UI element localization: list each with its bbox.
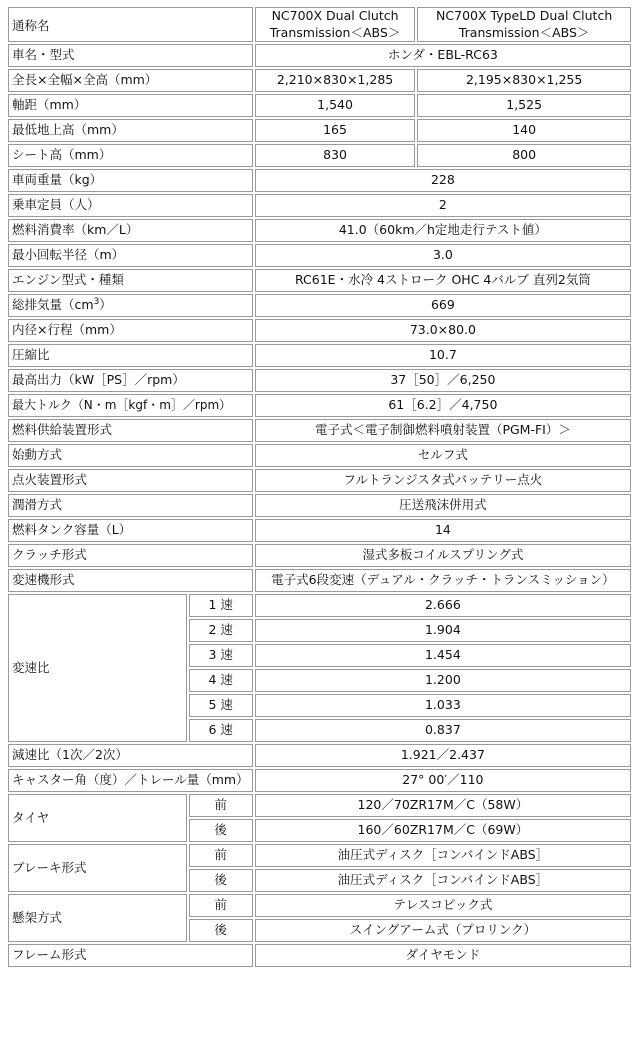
spec-label: 燃料タンク容量（L） xyxy=(8,519,253,542)
spec-label: シート高（mm） xyxy=(8,144,253,167)
label-superscript: 3 xyxy=(93,297,100,308)
spec-row-starter xyxy=(8,444,631,467)
spec-value-a: 2,210×830×1,285 xyxy=(255,69,416,92)
spec-row-fuel-tank xyxy=(8,519,631,542)
spec-value: 湿式多板コイルスプリング式 xyxy=(255,544,631,567)
spec-row-fuel-consumption xyxy=(8,219,631,242)
spec-label: 最低地上高（mm） xyxy=(8,119,253,142)
spec-row-ground-clearance xyxy=(8,119,631,142)
gear-speed: 4 速 xyxy=(189,669,253,692)
header-model-a: NC700X Dual Clutch Transmission＜ABS＞ xyxy=(255,7,416,42)
rear-label: 後 xyxy=(189,869,253,892)
spec-value: 37［50］／6,250 xyxy=(255,369,631,392)
suspension-rear-value: スイングアーム式（プロリンク） xyxy=(255,919,631,942)
spec-value: RC61E・水冷 4ストローク OHC 4バルブ 直列2気筒 xyxy=(255,269,631,292)
brake-row-front xyxy=(8,844,631,867)
gear-speed: 1 速 xyxy=(189,594,253,617)
spec-label: 減速比（1次／2次） xyxy=(8,744,253,767)
spec-row-caster xyxy=(8,769,631,792)
gear-speed: 6 速 xyxy=(189,719,253,742)
spec-label: 変速機形式 xyxy=(8,569,253,592)
header-row xyxy=(8,7,631,42)
spec-label: 全長×全幅×全高（mm） xyxy=(8,69,253,92)
spec-label: エンジン型式・種類 xyxy=(8,269,253,292)
spec-label: 車両重量（kg） xyxy=(8,169,253,192)
spec-label: 軸距（mm） xyxy=(8,94,253,117)
gear-value: 1.200 xyxy=(255,669,631,692)
spec-label: 潤滑方式 xyxy=(8,494,253,517)
spec-row-capacity xyxy=(8,194,631,217)
spec-row-ignition xyxy=(8,469,631,492)
spec-value-a: 165 xyxy=(255,119,416,142)
spec-label: 燃料消費率（km／L） xyxy=(8,219,253,242)
spec-value: 圧送飛沫併用式 xyxy=(255,494,631,517)
spec-value: ホンダ・EBL-RC63 xyxy=(255,44,631,67)
spec-label: 最高出力（kW［PS］／rpm） xyxy=(8,369,253,392)
gear-speed: 3 速 xyxy=(189,644,253,667)
spec-label: 点火装置形式 xyxy=(8,469,253,492)
spec-row-clutch xyxy=(8,544,631,567)
spec-value: フルトランジスタ式バッテリー点火 xyxy=(255,469,631,492)
rear-label: 後 xyxy=(189,819,253,842)
spec-value: 10.7 xyxy=(255,344,631,367)
label-prefix: 総排気量（cm xyxy=(12,297,94,313)
spec-value: 14 xyxy=(255,519,631,542)
spec-row-lubrication xyxy=(8,494,631,517)
gear-speed: 2 速 xyxy=(189,619,253,642)
spec-row-transmission xyxy=(8,569,631,592)
rear-label: 後 xyxy=(189,919,253,942)
spec-label: 乗車定員（人） xyxy=(8,194,253,217)
header-label: 通称名 xyxy=(8,7,253,42)
spec-label: 最小回転半径（m） xyxy=(8,244,253,267)
spec-row-engine-type xyxy=(8,269,631,292)
spec-value: 228 xyxy=(255,169,631,192)
spec-value-a: 830 xyxy=(255,144,416,167)
spec-value: 3.0 xyxy=(255,244,631,267)
gear-row xyxy=(8,594,631,617)
header-model-b: NC700X TypeLD Dual Clutch Transmission＜ABS＞ xyxy=(417,7,631,42)
spec-value: セルフ式 xyxy=(255,444,631,467)
spec-row-reduction xyxy=(8,744,631,767)
spec-row-turning-radius xyxy=(8,244,631,267)
spec-label: 内径×行程（mm） xyxy=(8,319,253,342)
suspension-row-front xyxy=(8,894,631,917)
spec-value: 41.0（60km／h定地走行テスト値） xyxy=(255,219,631,242)
gear-speed: 5 速 xyxy=(189,694,253,717)
spec-value-b: 2,195×830×1,255 xyxy=(417,69,631,92)
spec-label: キャスター角（度）／トレール量（mm） xyxy=(8,769,253,792)
spec-row-max-torque xyxy=(8,394,631,417)
spec-value-b: 800 xyxy=(417,144,631,167)
spec-row-wheelbase xyxy=(8,94,631,117)
spec-value: 73.0×80.0 xyxy=(255,319,631,342)
spec-value: 2 xyxy=(255,194,631,217)
spec-row-compression xyxy=(8,344,631,367)
spec-row-bore-stroke xyxy=(8,319,631,342)
front-label: 前 xyxy=(189,844,253,867)
spec-value: 電子式6段変速（デュアル・クラッチ・トランスミッション） xyxy=(255,569,631,592)
spec-value: 1.921／2.437 xyxy=(255,744,631,767)
brake-rear-value: 油圧式ディスク［コンバインドABS］ xyxy=(255,869,631,892)
gear-value: 1.904 xyxy=(255,619,631,642)
spec-row-fuel-system xyxy=(8,419,631,442)
spec-value-a: 1,540 xyxy=(255,94,416,117)
spec-row-frame xyxy=(8,944,631,967)
spec-row-type-name xyxy=(8,44,631,67)
spec-row-max-power xyxy=(8,369,631,392)
spec-row-dimensions xyxy=(8,69,631,92)
spec-label: 最大トルク（N・m［kgf・m］／rpm） xyxy=(8,394,253,417)
gear-value: 2.666 xyxy=(255,594,631,617)
brake-front-value: 油圧式ディスク［コンバインドABS］ xyxy=(255,844,631,867)
spec-value: 27° 00′／110 xyxy=(255,769,631,792)
suspension-label: 懸架方式 xyxy=(8,894,187,942)
gear-value: 1.454 xyxy=(255,644,631,667)
label-suffix: ） xyxy=(99,297,112,313)
front-label: 前 xyxy=(189,794,253,817)
front-label: 前 xyxy=(189,894,253,917)
spec-label: 圧縮比 xyxy=(8,344,253,367)
spec-value: ダイヤモンド xyxy=(255,944,631,967)
tire-front-value: 120／70ZR17M／C（58W） xyxy=(255,794,631,817)
spec-label: 車名・型式 xyxy=(8,44,253,67)
spec-label: 燃料供給装置形式 xyxy=(8,419,253,442)
spec-value: 電子式＜電子制御燃料噴射装置（PGM-FI）＞ xyxy=(255,419,631,442)
spec-row-seat-height xyxy=(8,144,631,167)
gear-ratio-label: 変速比 xyxy=(8,594,187,742)
spec-value: 61［6.2］／4,750 xyxy=(255,394,631,417)
spec-row-weight xyxy=(8,169,631,192)
tire-rear-value: 160／60ZR17M／C（69W） xyxy=(255,819,631,842)
gear-value: 1.033 xyxy=(255,694,631,717)
spec-label: 始動方式 xyxy=(8,444,253,467)
spec-value-b: 140 xyxy=(417,119,631,142)
gear-value: 0.837 xyxy=(255,719,631,742)
tires-label: タイヤ xyxy=(8,794,187,842)
brakes-label: ブレーキ形式 xyxy=(8,844,187,892)
spec-row-displacement xyxy=(8,294,631,317)
spec-value: 669 xyxy=(255,294,631,317)
spec-label: フレーム形式 xyxy=(8,944,253,967)
spec-table xyxy=(6,5,633,969)
spec-label xyxy=(8,294,253,317)
spec-table-container xyxy=(6,5,633,969)
spec-value-b: 1,525 xyxy=(417,94,631,117)
spec-label: クラッチ形式 xyxy=(8,544,253,567)
suspension-front-value: テレスコピック式 xyxy=(255,894,631,917)
tire-row-front xyxy=(8,794,631,817)
